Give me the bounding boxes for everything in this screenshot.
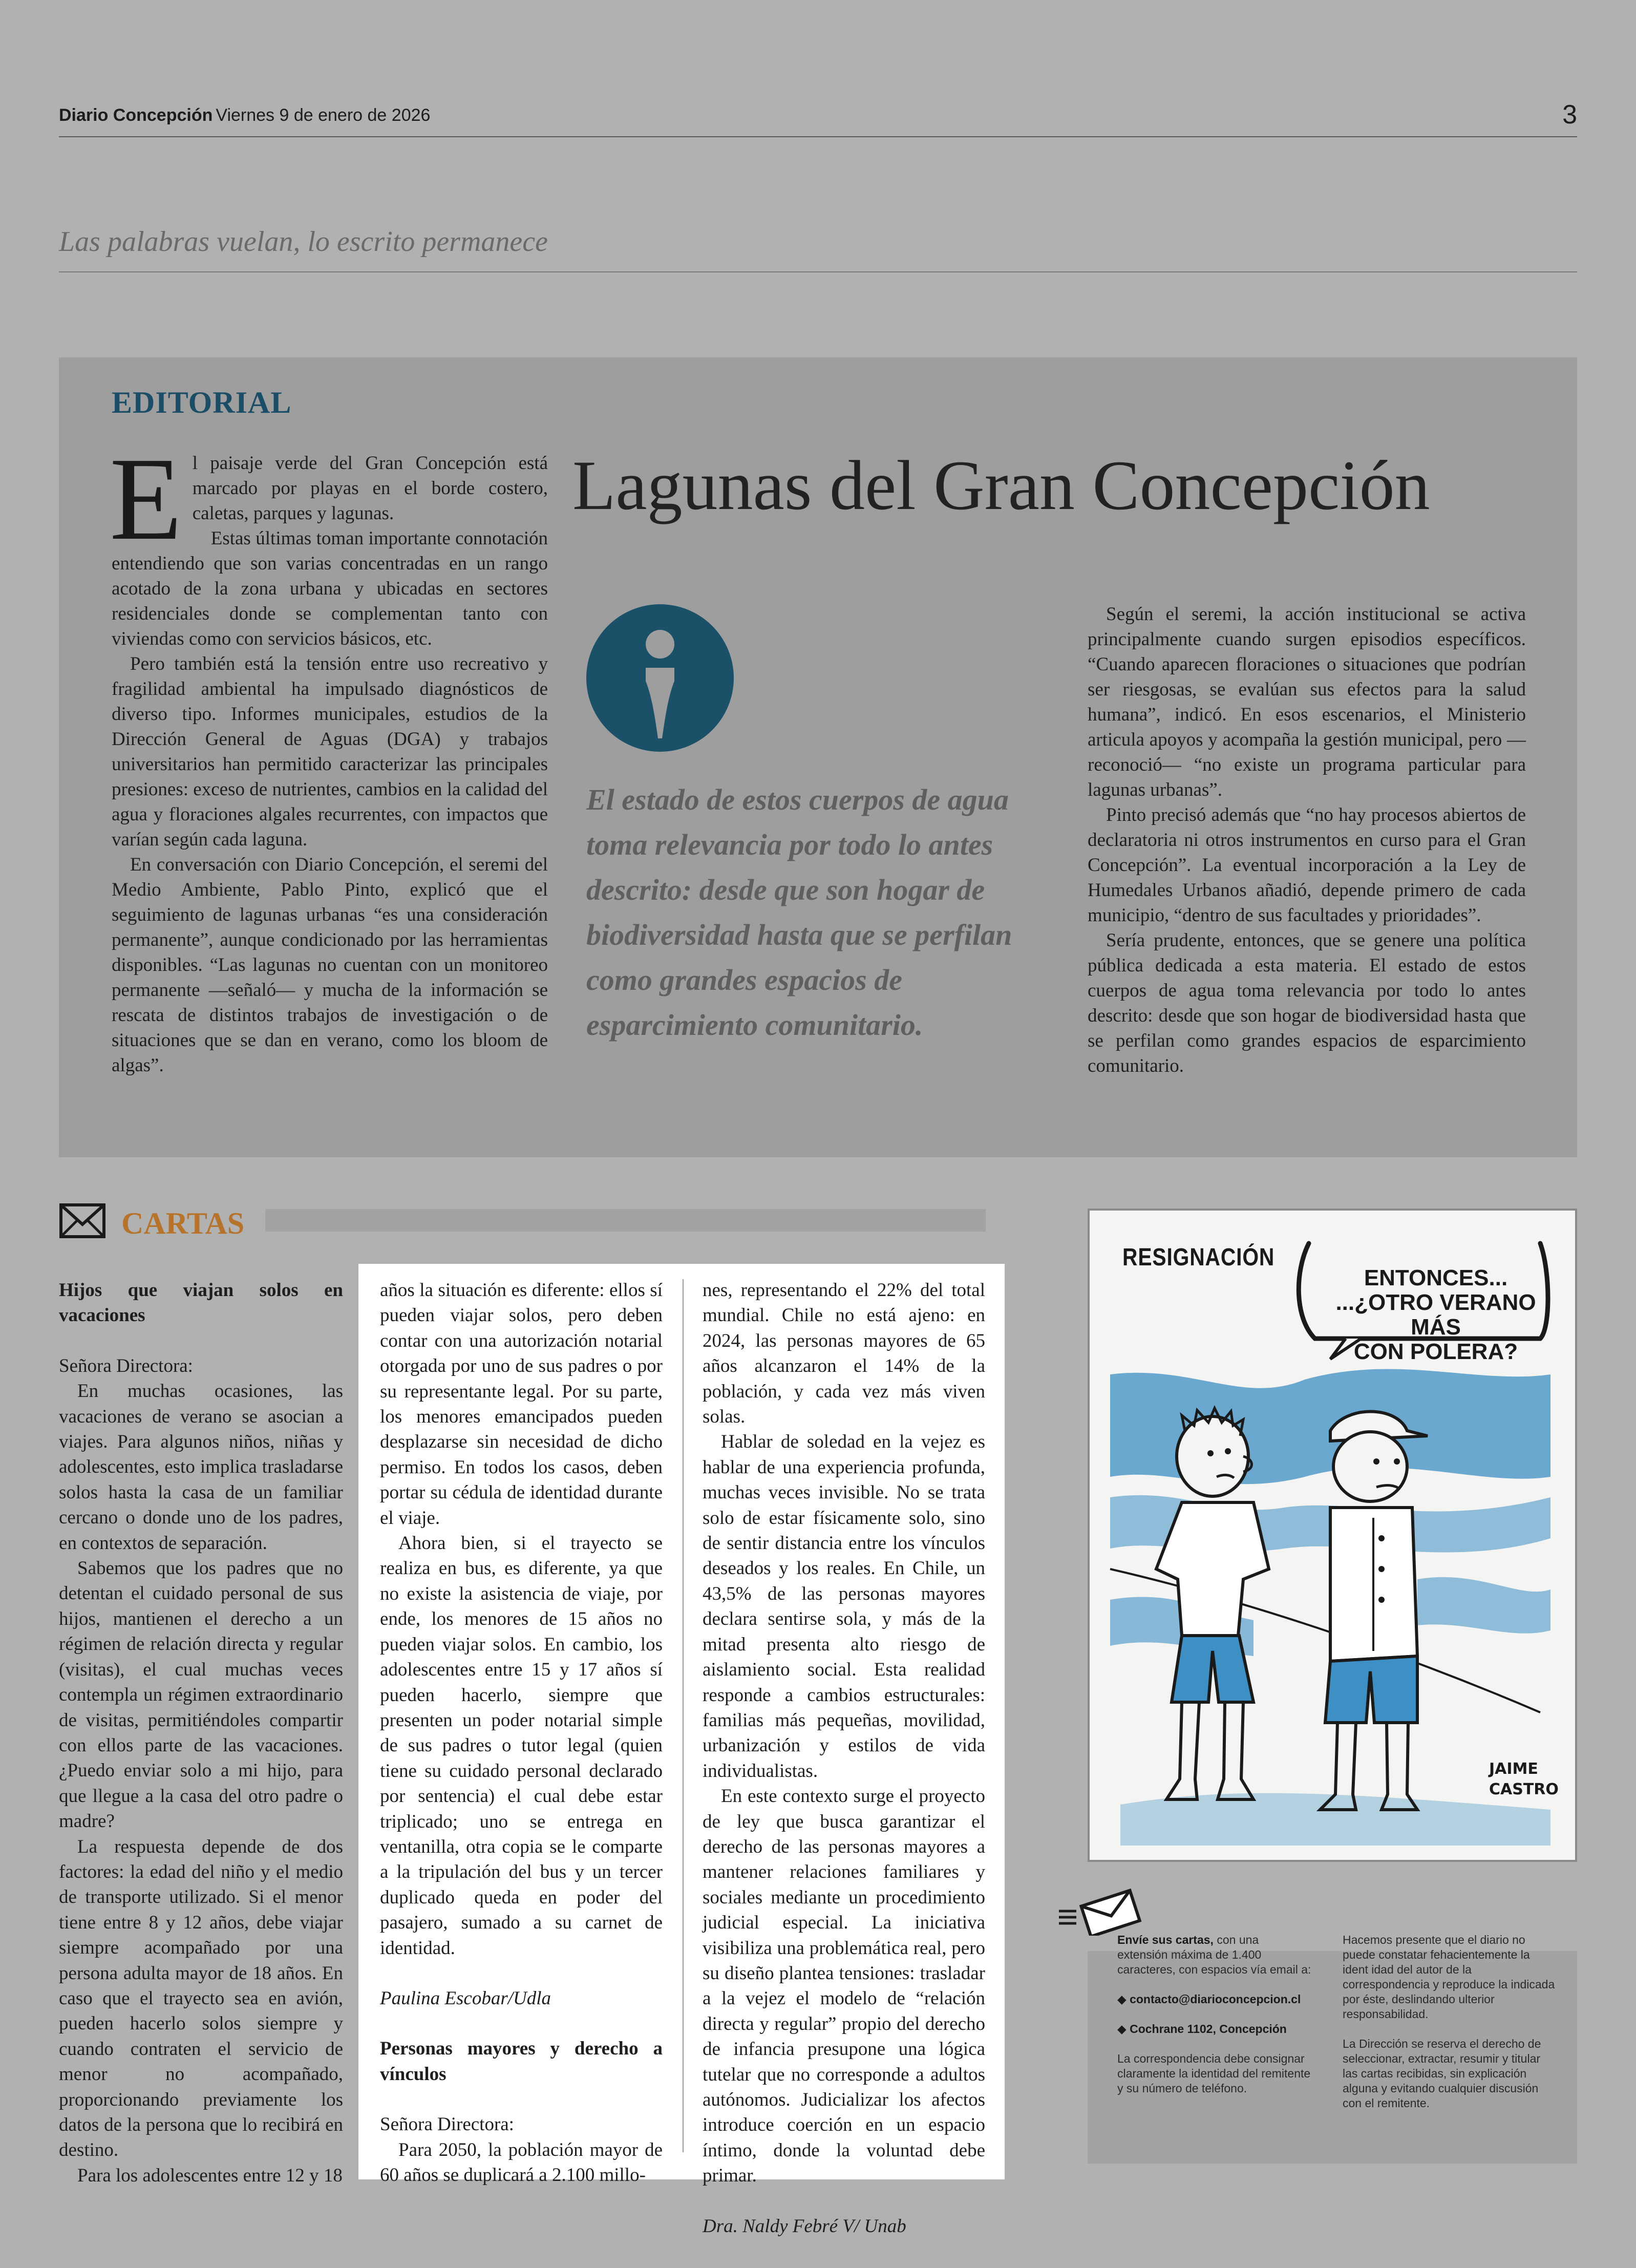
submit-address: Cochrane 1102, Concepción (1130, 2022, 1287, 2036)
submission-instructions: Envíe sus cartas, con una extensión máxima de 1.400 caracteres, con espacios vía email a: ◆ contacto@diarioconcepcion.cl ◆ Cochrane 1102, Concepción La correspondencia debe consignar claramente la identidad del remitente y su número de teléfono. (1117, 1933, 1311, 2095)
editorial-column-1 (110, 433, 548, 1078)
editorial-paragraph: Pero también está la tensión entre uso recreativo y fragilidad ambiental ha impulsado diagnósticos de diverso tipo. Informes municipales, estudios de la Dirección General de Aguas (DGA) y trabajos universitarios han permitido caracterizar las principales presiones: exceso de nutrientes, cambios en la calidad del agua y floraciones algales recurrentes, con impactos que varían según cada laguna. (112, 653, 548, 850)
section-motto: Las palabras vuelan, lo escrito permanece (59, 225, 1577, 272)
disclaimer-paragraph: Hacemos presente que el diario no puede constatar fehacientemente la ident idad del autor de la correspondencia y reproduce la indicada por éste, deslindando ulterior responsabilidad. (1343, 1933, 1555, 2021)
pull-quote: El estado de estos cuerpos de agua toma relevancia por todo lo antes descrito: desde que son hogar de biodiversidad hasta que se perfilan como grandes espacios de esparcimiento comunitario. (586, 783, 1012, 1042)
disclaimer-paragraph: La Dirección se reserva el derecho de seleccionar, extractar, resumir y titular las cartas recibidas, sin explicación alguna y evitando cualquier discusión con el remitente. (1343, 2037, 1541, 2110)
letter-title: Personas mayores y derecho a vínculos (380, 2038, 663, 2085)
letters-column-3 (703, 1278, 985, 2239)
letter-paragraph: Hablar de soledad en la vejez es hablar de una experiencia profunda, muchas veces invisible. No se trata solo de estar físicamente solo, sino de sentir distancia entre los vínculos deseados y los reales. En Chile, un 43,5% de las personas mayores declara sentirse sola, y más de la mitad presenta alto riesgo de aislamiento social. Esta realidad responde a cambios estructurales: familias más pequeñas, movilidad, urbanización y estilos de vida individualistas. (703, 1431, 985, 1782)
column-divider (683, 1279, 684, 2152)
drop-cap: E (110, 433, 182, 565)
submission-disclaimer (1343, 1933, 1558, 2126)
speech-line: ENTONCES... (1364, 1265, 1508, 1290)
editorial-paragraph: Pinto precisó además que “no hay procesos abiertos de declaratoria ni otros instrumentos en curso para el Gran Concepción”. La eventual incorporación a la Ley de Humedales Urbanos añadió, depende primero de cada municipio, “dentro de sus facultades y prioridades”. (1088, 804, 1526, 926)
letter-paragraph: La respuesta depende de dos factores: la edad del niño y el medio de transporte utilizado. Si el menor tiene entre 8 y 12 años, debe viajar siempre acompañado por una persona adulta mayor de 18 años. En caso que el trayecto sea en avión, pueden hacerlo solos siempre y cuando contraten el servicio de menor no acompañado, proporcionando previamente los datos de la persona que lo recibirá en destino. (59, 1836, 343, 2161)
letter-paragraph: En este contexto surge el proyecto de ley que busca garantizar el derecho de las personas mayores a mantener relaciones familiares y sociales mediante un procedimiento judicial especial. La iniciativa visibiliza una problemática real, pero su diseño plantea tensiones: trasladar a la vejez el modelo de “relación directa y regular” propio del derecho de infancia presupone una lógica tutelar que no corresponde a adultos autónomos. Judicializar los afectos introduce coerción en un espacio íntimo, donde la voluntad debe primar. (703, 1786, 985, 2187)
letter-paragraph: Para los adolescentes entre 12 y 18 (77, 2165, 343, 2186)
info-icon (586, 604, 734, 752)
speech-line: ...¿OTRO VERANO MÁS (1335, 1290, 1536, 1340)
letter-paragraph: nes, representando el 22% del total mundial. Chile no está ajeno: en 2024, las personas mayores de 65 años alcanzaron el 14% de la población, y cada vez más viven solas. (703, 1280, 985, 1428)
letters-column-1 (59, 1278, 343, 2188)
letter-paragraph: Ahora bien, si el trayecto se realiza en bus, es diferente, ya que no existe la asistencia de viaje, por ende, los menores de 15 años no pueden viajar solos. En cambio, los adolescentes entre 15 y 17 años sí pueden hacerlo, siempre que presenten un poder notarial simple de sus padres o tutor legal (quien tiene su cuidado personal declarado por sentencia) el cual debe estar triplicado; uno se entrega en ventanilla, otra copia se le comparte a la tripulación del bus y un tercer duplicado queda en poder del pasajero, sumado a su carnet de identidad. (380, 1533, 663, 1959)
editorial-paragraph: Estas últimas toman importante connotación entendiendo que son varias concentradas en un rango acotado de la zona urbana y ubicadas en sectores residenciales donde se complementan tanto con viviendas como con servicios básicos, etc. (112, 528, 548, 649)
cartoon-title: RESIGNACIÓN (1122, 1244, 1275, 1271)
submit-note: La correspondencia debe consignar claramente la identidad del remitente y su número de teléfono. (1117, 2052, 1311, 2095)
editorial-paragraph: El paisaje verde del Gran Concepción está marcado por playas en el borde costero, caletas, parques y lagunas. (110, 433, 548, 565)
letter-signature: Paulina Escobar/Udla (380, 1987, 551, 2009)
letters-column-2 (380, 1278, 663, 2188)
cartas-label: CARTAS (121, 1206, 245, 1240)
masthead (59, 100, 1577, 137)
editorial-label: EDITORIAL (112, 386, 292, 419)
letter-paragraph: Sabemos que los padres que no detentan el cuidado personal de sus hijos, mantienen el derecho a un régimen de relación directa y regular (visitas), el cual muchas veces contempla un régimen extraordinario de visitas, permitiéndoles compartir con ellos parte de las vacaciones. ¿Puedo enviar solo a mi hijo, para que llegue a la casa del otro padre o madre? (59, 1558, 343, 1832)
letter-paragraph: En muchas ocasiones, las vacaciones de verano se asocian a viajes. Para algunos niños, niñas y adolescentes, esto implica trasladarse solos hasta la casa de un familiar cercano o donde uno de los padres, en contextos de separación. (59, 1381, 343, 1554)
letter-paragraph: años la situación es diferente: ellos sí pueden viajar solos, pero deben contar con una autorización notarial otorgada por uno de sus padres o por su representante legal. Por su parte, los menores emancipados pueden desplazarse sin necesidad de dicho permiso. En todos los casos, deben portar su cédula de identidad durante el viaje. (380, 1280, 663, 1529)
letter-title: Hijos que viajan solos en vacaciones (59, 1280, 343, 1326)
editorial-title: Lagunas del Gran Concepción (572, 446, 1430, 524)
editorial-paragraph: Según el seremi, la acción institucional se activa principalmente cuando surgen episodios específicos. “Cuando aparecen floraciones o situaciones que podrían ser riesgosas, se evalúan sus efectos para la salud humana”, indicó. En esos escenarios, el Ministerio articula apoyos y acompaña la gestión municipal, pero —reconoció— “no existe un programa particular para lagunas urbanas”. (1088, 604, 1526, 800)
letter-salutation: Señora Directora: (59, 1355, 193, 1376)
editorial-paragraph: En conversación con Diario Concepción, el seremi del Medio Ambiente, Pablo Pinto, explicó que el seguimiento de lagunas urbanas “es una consideración permanente”, aunque condicionado por las herramientas disponibles. “Las lagunas no cuentan con un monitoreo permanente —señaló— y mucha de la información se rescata de distintos trabajos de investigación o de situaciones que se dan en verano, como los bloom de algas”. (112, 854, 548, 1076)
speech-line: CON POLERA? (1353, 1339, 1518, 1364)
letter-paragraph: Para 2050, la población mayor de 60 años se duplicará a 2.100 millo- (380, 2139, 663, 2186)
letter-salutation: Señora Directora: (380, 2114, 514, 2135)
submit-intro-bold: Envíe sus cartas, (1117, 1933, 1214, 1946)
letter-signature: Dra. Naldy Febré V/ Unab (703, 2215, 906, 2237)
page-number: 3 (1562, 100, 1577, 130)
editorial-paragraph: Sería prudente, entonces, que se genere una política pública dedicada a esta materia. El estado de estos cuerpos de agua toma relevancia por todo lo antes descrito: desde que son hogar de biodiversidad hasta que se perfilan como grandes espacios de esparcimiento comunitario. (1088, 930, 1526, 1076)
cartas-header (59, 1201, 986, 1242)
cartoon-panel (1088, 1209, 1577, 1862)
submit-intro: con una extensión máxima de 1.400 caracteres, con espacios vía email a: (1117, 1933, 1311, 1976)
flying-envelope-icon (1056, 1884, 1143, 1936)
paper-name: Diario Concepción (59, 105, 213, 125)
cartas-rule (265, 1209, 986, 1232)
editorial-column-3 (1088, 602, 1526, 1078)
submit-email[interactable]: contacto@diarioconcepcion.cl (1130, 1993, 1301, 2006)
cartoon-signature: JAIME (1489, 1760, 1538, 1778)
publication-date: Viernes 9 de enero de 2026 (216, 105, 431, 125)
cartoon-signature: CASTRO (1489, 1781, 1559, 1798)
envelope-icon (59, 1203, 106, 1239)
cartoon-speech-bubble (1323, 1266, 1548, 1364)
